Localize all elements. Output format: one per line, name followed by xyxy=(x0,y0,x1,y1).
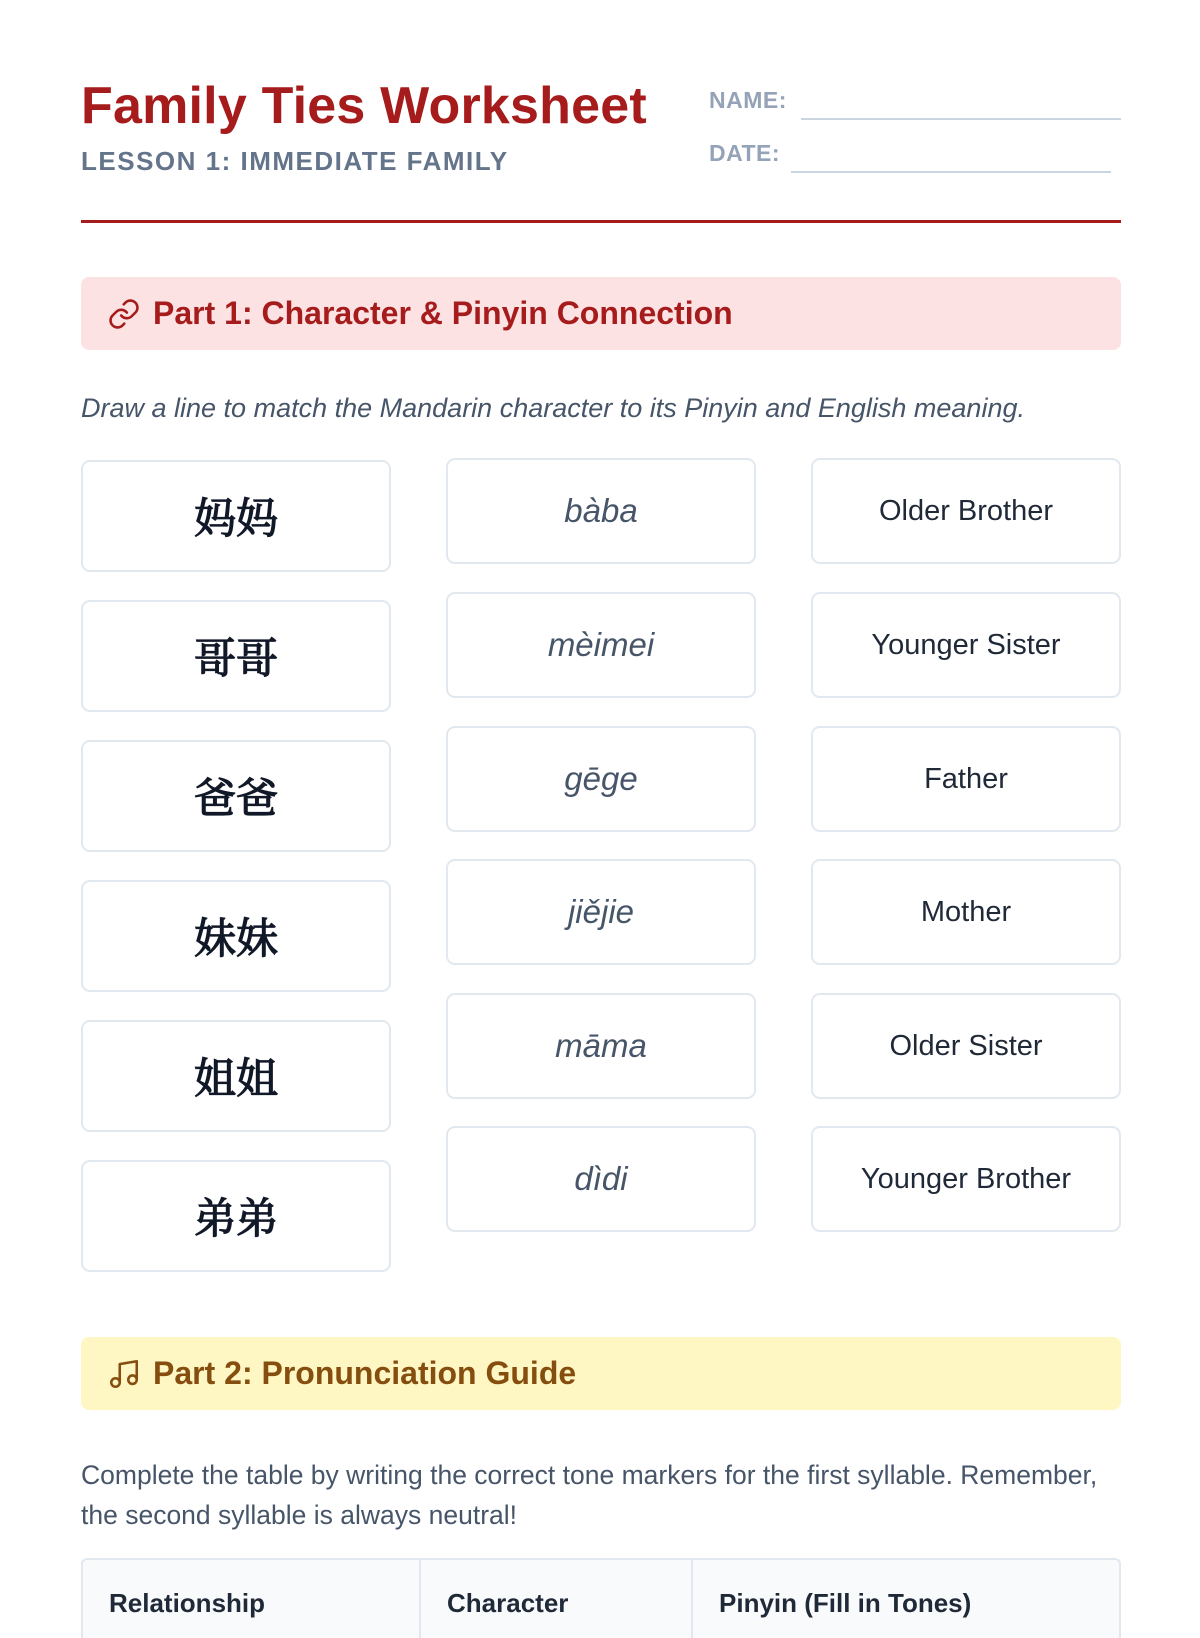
english-card[interactable]: Father xyxy=(811,726,1121,832)
name-label: NAME: xyxy=(709,87,787,113)
worksheet-header xyxy=(81,0,1121,225)
pronunciation-table xyxy=(81,1558,1121,1638)
pinyin-card[interactable]: māma xyxy=(446,993,756,1099)
table-header-relationship: Relationship xyxy=(83,1560,421,1638)
pinyin-card[interactable]: gēge xyxy=(446,726,756,832)
pinyin-card[interactable]: bàba xyxy=(446,458,756,564)
character-card[interactable]: 妹妹 xyxy=(81,880,391,992)
part2-banner xyxy=(81,1337,1121,1410)
english-card[interactable]: Younger Sister xyxy=(811,592,1121,698)
part1-title: Part 1: Character & Pinyin Connection xyxy=(153,295,733,331)
part2-instruction: Complete the table by writing the correct tone markers for the first syllable. Remember, the second syllable is always neutral! xyxy=(81,1460,1098,1530)
english-card[interactable]: Mother xyxy=(811,859,1121,965)
worksheet-title: Family Ties Worksheet xyxy=(81,77,647,135)
part2-title: Part 2: Pronunciation Guide xyxy=(153,1355,577,1391)
name-field[interactable] xyxy=(801,118,1121,120)
pinyin-card[interactable]: dìdi xyxy=(446,1126,756,1232)
english-card[interactable]: Older Brother xyxy=(811,458,1121,564)
table-header-character: Character xyxy=(421,1560,693,1638)
character-card[interactable]: 哥哥 xyxy=(81,600,391,712)
header-divider xyxy=(81,220,1121,223)
pinyin-card[interactable]: jiějie xyxy=(446,859,756,965)
english-card[interactable]: Younger Brother xyxy=(811,1126,1121,1232)
worksheet-page xyxy=(81,0,1121,1618)
link-icon xyxy=(107,297,141,331)
music-note-icon xyxy=(107,1357,141,1391)
part1-banner xyxy=(81,277,1121,350)
pinyin-card[interactable]: mèimei xyxy=(446,592,756,698)
character-card[interactable]: 弟弟 xyxy=(81,1160,391,1272)
character-card[interactable]: 爸爸 xyxy=(81,740,391,852)
character-card[interactable]: 姐姐 xyxy=(81,1020,391,1132)
date-field[interactable] xyxy=(791,171,1111,173)
date-label: DATE: xyxy=(709,140,781,166)
lesson-subtitle: LESSON 1: IMMEDIATE FAMILY xyxy=(81,146,509,176)
table-header-pinyin: Pinyin (Fill in Tones) xyxy=(719,1588,972,1618)
part1-instruction: Draw a line to match the Mandarin character to its Pinyin and English meaning. xyxy=(81,393,1025,423)
character-card[interactable]: 妈妈 xyxy=(81,460,391,572)
english-card[interactable]: Older Sister xyxy=(811,993,1121,1099)
